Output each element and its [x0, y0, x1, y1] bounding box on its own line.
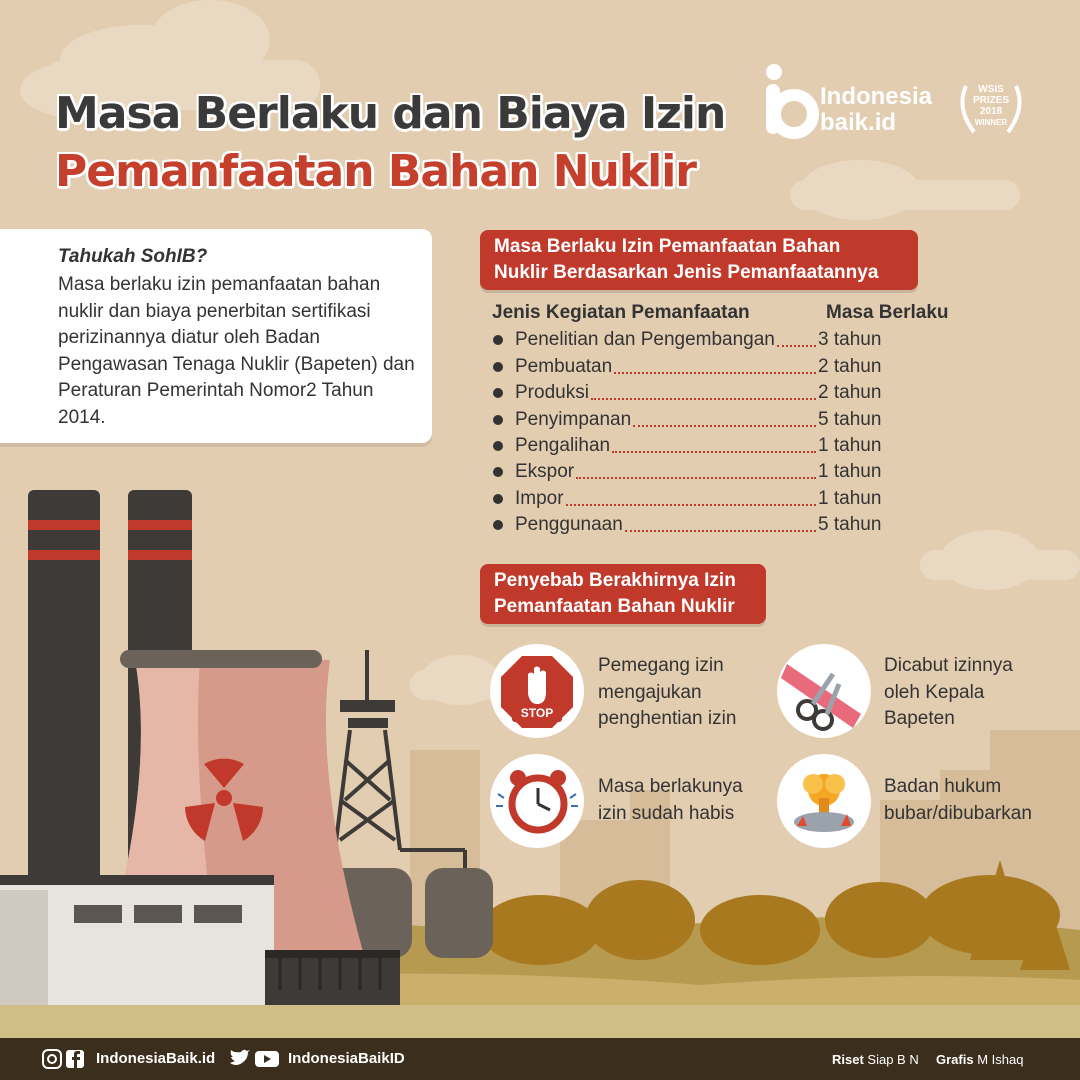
- row-validity: 1 tahun: [818, 488, 882, 509]
- cause-line: bubar/dibubarkan: [884, 802, 1032, 824]
- logo-text-line2: baik.id: [820, 109, 897, 136]
- award-line3: 2018: [979, 106, 1003, 117]
- footer-website[interactable]: IndonesiaBaik.id: [96, 1050, 216, 1067]
- row-validity: 1 tahun: [818, 461, 882, 482]
- footer-research-credit: [832, 1052, 919, 1067]
- cause-line: Bapeten: [884, 708, 955, 729]
- row-activity: Ekspor: [515, 461, 575, 482]
- table-row: [493, 354, 913, 380]
- cause-line: mengajukan: [598, 681, 702, 703]
- cause-line: penghentian izin: [598, 708, 737, 729]
- award-line1: WSIS: [978, 84, 1004, 95]
- cause-text: [884, 774, 1032, 827]
- alarm-clock-icon: [490, 754, 584, 848]
- cause-line: Pemegang izin: [598, 655, 724, 676]
- row-validity: 5 tahun: [818, 514, 882, 535]
- wsis-award-badge: [952, 78, 1030, 140]
- leader-dots: [625, 530, 816, 532]
- row-activity: Produksi: [515, 382, 589, 403]
- award-line2: PRIZES: [972, 95, 1010, 106]
- row-activity: Penyimpanan: [515, 409, 632, 430]
- row-activity: Impor: [515, 488, 564, 509]
- logo-text: [820, 84, 932, 136]
- row-validity: 5 tahun: [818, 409, 882, 430]
- intro-body: Masa berlaku izin pemanfaatan bahan nuklir dan biaya penerbitan sertifikasi perizinannya diatur oleh Badan Pengawasan Tenaga Nuklir (Bapeten) dan Peraturan Pemerintah Nomor2 Tahun 2014.: [58, 274, 415, 428]
- footer-graphic-credit: [936, 1052, 1023, 1067]
- row-activity: Penelitian dan Pengembangan: [515, 329, 775, 350]
- cause-line: Badan hukum: [884, 776, 1002, 797]
- bullet-icon: [493, 335, 503, 345]
- table-row: [493, 459, 913, 485]
- causes-header-line1: Penyebab Berakhirnya Izin: [494, 570, 736, 591]
- stop-sign-text: STOP: [520, 706, 554, 720]
- cause-line: Masa berlakunya: [598, 776, 743, 797]
- causes-header-line2: Pemanfaatan Bahan Nuklir: [494, 596, 735, 617]
- row-activity: Pengalihan: [515, 435, 611, 456]
- leader-dots: [612, 451, 816, 453]
- bullet-icon: [493, 415, 503, 425]
- leader-dots: [566, 504, 816, 506]
- table-row: [493, 433, 913, 459]
- intro-heading: Tahukah SohIB?: [58, 246, 208, 267]
- award-line4: WINNER: [974, 118, 1008, 127]
- logo-mark-icon: [764, 62, 824, 142]
- stop-sign-icon: [490, 644, 584, 738]
- validity-header-line2: Nuklir Berdasarkan Jenis Pemanfaatannya: [494, 262, 879, 283]
- table-row: [493, 486, 913, 512]
- column-header-activity: Jenis Kegiatan Pemanfaatan: [492, 302, 750, 323]
- cause-text: [598, 653, 736, 733]
- logo-text-line1: Indonesia: [820, 83, 933, 110]
- instagram-facebook-icon[interactable]: [42, 1049, 86, 1069]
- research-name: Siap B N: [867, 1052, 919, 1067]
- graphic-name: M Ishaq: [977, 1052, 1024, 1067]
- bullet-icon: [493, 388, 503, 398]
- cause-line: Dicabut izinnya: [884, 655, 1013, 676]
- bullet-icon: [493, 467, 503, 477]
- cut-ribbon-icon: [777, 644, 871, 738]
- bullet-icon: [493, 362, 503, 372]
- bullet-icon: [493, 494, 503, 504]
- twitter-youtube-icon[interactable]: [228, 1049, 280, 1069]
- research-label: Riset: [832, 1052, 864, 1067]
- page-title-line1: Masa Berlaku dan Biaya Izin: [55, 88, 726, 139]
- page-title-line2: Pemanfaatan Bahan Nuklir: [55, 146, 697, 197]
- table-row: [493, 407, 913, 433]
- row-activity: Pembuatan: [515, 356, 613, 377]
- row-validity: 2 tahun: [818, 382, 882, 403]
- row-validity: 3 tahun: [818, 329, 882, 350]
- row-validity: 2 tahun: [818, 356, 882, 377]
- leader-dots: [576, 477, 816, 479]
- cause-line: oleh Kepala: [884, 681, 985, 703]
- causes-section-header: [480, 564, 766, 624]
- row-validity: 1 tahun: [818, 435, 882, 456]
- row-activity: Penggunaan: [515, 514, 623, 535]
- validity-header-line1: Masa Berlaku Izin Pemanfaatan Bahan: [494, 236, 841, 257]
- leader-dots: [614, 372, 816, 374]
- column-header-validity: Masa Berlaku: [826, 302, 949, 323]
- table-row: [493, 380, 913, 406]
- cause-line: izin sudah habis: [598, 802, 735, 824]
- bullet-icon: [493, 441, 503, 451]
- leader-dots: [633, 425, 816, 427]
- footer-social-handle[interactable]: IndonesiaBaikID: [288, 1050, 405, 1067]
- cause-text: [598, 774, 743, 827]
- leader-dots: [777, 345, 816, 347]
- leader-dots: [591, 398, 816, 400]
- table-row: [493, 327, 913, 353]
- bullet-icon: [493, 520, 503, 530]
- cause-text: [884, 653, 1013, 733]
- graphic-label: Grafis: [936, 1052, 974, 1067]
- table-row: [493, 512, 913, 538]
- explosion-icon: [777, 754, 871, 848]
- validity-section-header: [480, 230, 918, 290]
